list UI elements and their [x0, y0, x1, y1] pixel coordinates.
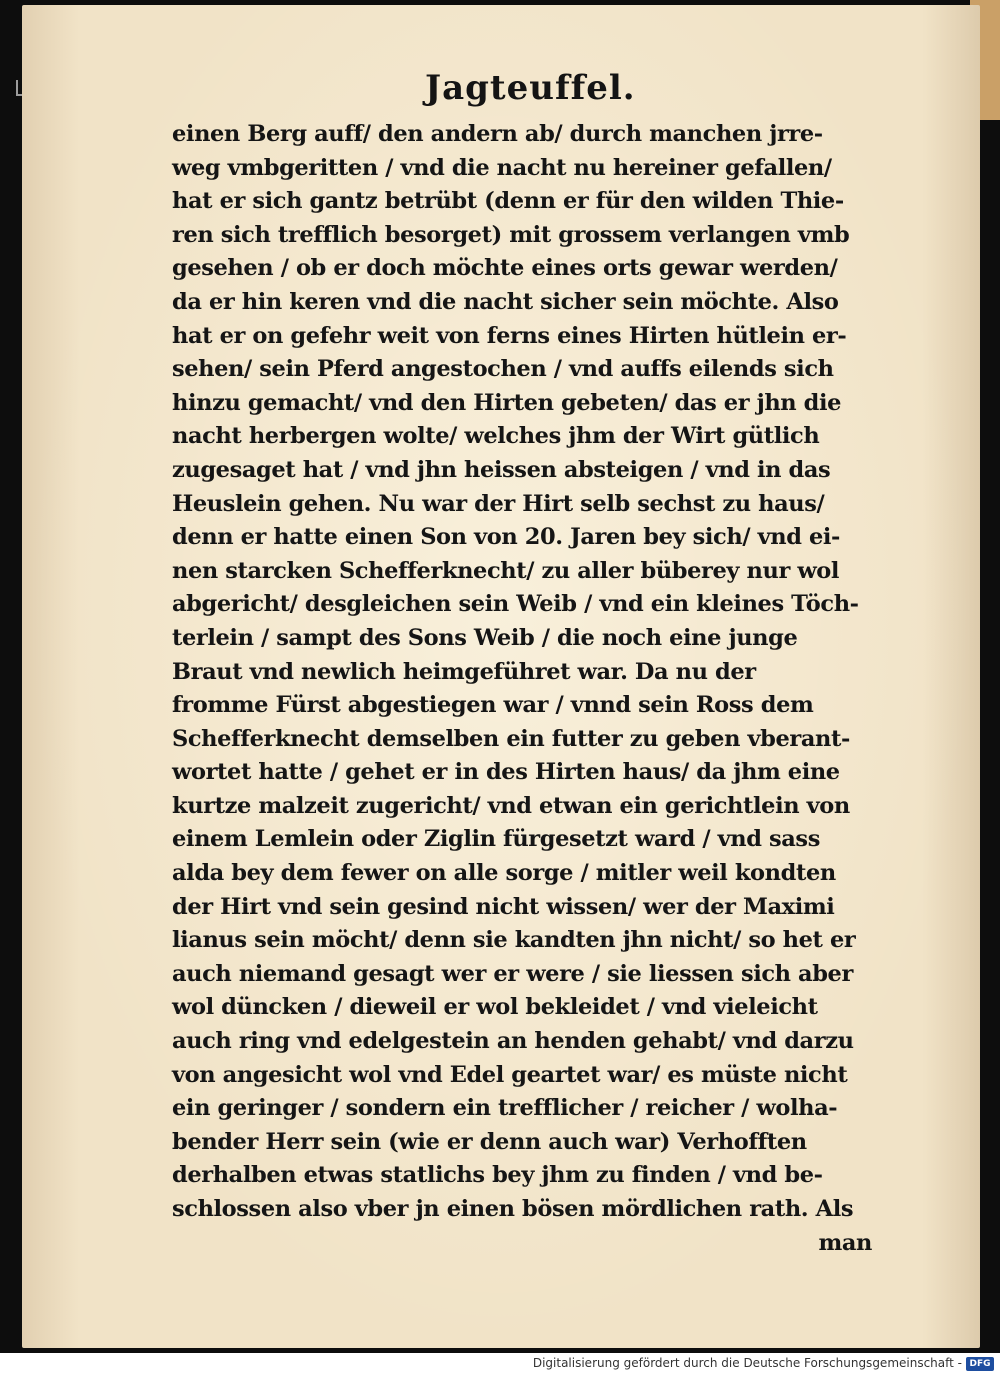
- text-line: abgericht/ desgleichen sein Weib / vnd ein kleines Töch-: [172, 591, 859, 618]
- text-line: wol düncken / dieweil er wol bekleidet / vnd vieleicht: [172, 994, 818, 1021]
- text-line: sehen/ sein Pferd angestochen / vnd auffs eilends sich: [172, 356, 834, 383]
- text-line: Braut vnd newlich heimgeführet war. Da nu der: [172, 658, 756, 685]
- text-line: alda bey dem fewer on alle sorge / mitler weil kondten: [172, 860, 836, 887]
- text-line: schlossen also vber jn einen bösen mördlichen rath. Als: [172, 1196, 854, 1222]
- text-line: derhalben etwas statlichs bey jhm zu finden / vnd be-: [172, 1162, 823, 1189]
- text-line: bender Herr sein (wie er denn auch war) Verhofften: [172, 1128, 807, 1155]
- text-line: lianus sein möcht/ denn sie kandten jhn nicht/ so het er: [172, 927, 856, 954]
- text-block: [172, 118, 872, 1260]
- text-line: da er hin keren vnd die nacht sicher sein möchte. Also: [172, 288, 839, 315]
- text-line: terlein / sampt des Sons Weib / die noch eine junge: [172, 624, 798, 651]
- digitization-credit: Digitalisierung gefördert durch die Deutsche Forschungsgemeinschaft -: [532, 1356, 962, 1370]
- text-line: fromme Fürst abgestiegen war / vnnd sein Ross dem: [172, 692, 814, 719]
- text-line: nacht herbergen wolte/ welches jhm der Wirt gütlich: [172, 423, 820, 450]
- text-line: Heuslein gehen. Nu war der Hirt selb sechst zu haus/: [172, 490, 825, 517]
- running-head: Jagteuffel.: [425, 68, 636, 108]
- catchword: man: [818, 1229, 872, 1256]
- dfg-logo: DFG: [966, 1357, 994, 1371]
- text-line: auch ring vnd edelgestein an henden gehabt/ vnd darzu: [172, 1028, 854, 1055]
- text-line: ren sich trefflich besorget) mit grossem verlangen vmb: [172, 221, 850, 248]
- text-line: hat er on gefehr weit von ferns eines Hirten hütlein er-: [172, 322, 847, 349]
- text-line: nen starcken Schefferknecht/ zu aller büberey nur wol: [172, 557, 840, 584]
- text-line: auch niemand gesagt wer er were / sie liessen sich aber: [172, 960, 853, 987]
- text-line: ein geringer / sondern ein trefflicher / reicher / wolha-: [172, 1095, 838, 1122]
- text-line: wortet hatte / gehet er in des Hirten haus/ da jhm eine: [172, 759, 840, 786]
- text-line: kurtze malzeit zugericht/ vnd etwan ein gerichtlein von: [172, 792, 850, 819]
- text-line: weg vmbgeritten / vnd die nacht nu hereiner gefallen/: [172, 154, 832, 181]
- text-line: von angesicht wol vnd Edel geartet war/ es müste nicht: [172, 1061, 848, 1088]
- text-line: zugesaget hat / vnd jhn heissen absteigen / vnd in das: [172, 456, 831, 483]
- text-line: hinzu gemacht/ vnd den Hirten gebeten/ das er jhn die: [172, 389, 842, 416]
- text-line: der Hirt vnd sein gesind nicht wissen/ wer der Maximi: [172, 893, 835, 920]
- text-line: Schefferknecht demselben ein futter zu geben vberant-: [172, 725, 850, 752]
- text-line: einen Berg auff/ den andern ab/ durch manchen jrre-: [172, 121, 823, 147]
- text-line: denn er hatte einen Son von 20. Jaren bey sich/ vnd ei-: [172, 524, 840, 551]
- text-line: gesehen / ob er doch möchte eines orts gewar werden/: [172, 255, 838, 282]
- text-line: einem Lemlein oder Ziglin fürgesetzt ward / vnd sass: [172, 826, 820, 853]
- text-line: hat er sich gantz betrübt (denn er für den wilden Thie-: [172, 188, 844, 215]
